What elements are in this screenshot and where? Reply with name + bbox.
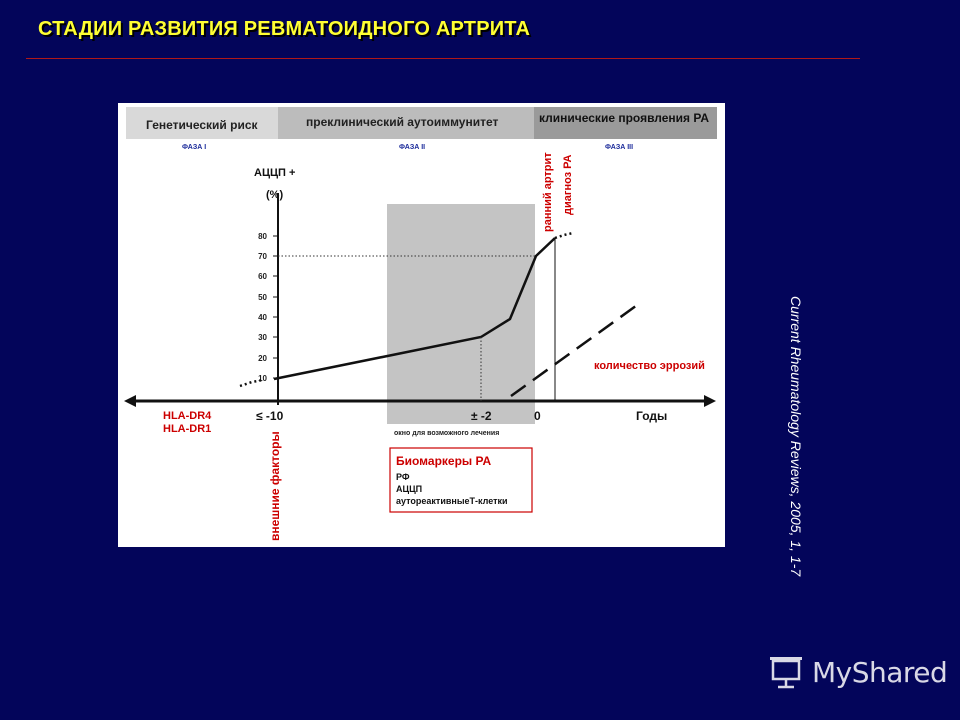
biomarker-item: РФ [396,472,410,482]
phase-label-3: ФАЗА III [605,144,634,151]
diagnosis-label: диагноз РА [562,154,574,215]
acpa-curve-dotted-end [555,233,573,238]
citation-text: Current Rheumatology Reviews, 2005, 1, 1-7 [788,296,804,577]
ra-stages-figure [118,103,725,547]
y-tick-label: 70 [258,252,267,261]
x-axis-left-arrow [124,395,136,407]
erosions-label: количество эррозий [594,360,705,372]
biomarker-item: аутореактивныеТ-клетки [396,496,508,506]
treatment-window-label: окно для возможного лечения [394,430,500,437]
y-tick-label: 10 [258,374,267,383]
x-tick-label: ± -2 [471,409,492,423]
x-axis-right-arrow [704,395,716,407]
watermark [768,655,947,689]
early-arthritis-label: ранний артрит [542,152,554,232]
phase-header-3: клинические проявления РА [539,111,710,125]
y-tick-label: 80 [258,232,267,241]
y-axis-unit: (%) [266,189,284,201]
x-tick-label: ≤ -10 [256,409,284,423]
watermark-text: MyShared [812,655,948,689]
slide-title: СТАДИИ РАЗВИТИЯ РЕВМАТОИДНОГО АРТРИТА [38,18,531,40]
citation [788,296,826,616]
phase-header-2: преклинический аутоиммунитет [306,115,499,129]
phase-label-2: ФАЗА II [399,144,426,151]
x-axis-label: Годы [636,409,668,423]
y-tick-label: 50 [258,293,267,302]
y-axis-label: АЦЦП + [254,167,296,179]
phase-header-1: Генетический риск [146,118,258,132]
external-factors-label: внешние факторы [268,431,282,541]
ra-stages-diagram [118,103,725,547]
acpa-curve-dotted-start [240,380,263,386]
phase-label-1: ФАЗА I [182,144,207,151]
title-divider [26,58,860,59]
y-tick-label: 20 [258,354,267,363]
x-tick-label: 0 [534,409,541,423]
biomarker-item: АЦЦП [396,484,423,494]
y-tick-label: 30 [258,333,267,342]
y-tick-label: 60 [258,272,267,281]
biomarkers-title: Биомаркеры РА [396,454,492,468]
genetic-marker-2: HLA-DR1 [163,423,212,435]
projector-screen-icon [768,655,804,689]
genetic-marker-1: HLA-DR4 [163,410,212,422]
y-tick-label: 40 [258,313,267,322]
